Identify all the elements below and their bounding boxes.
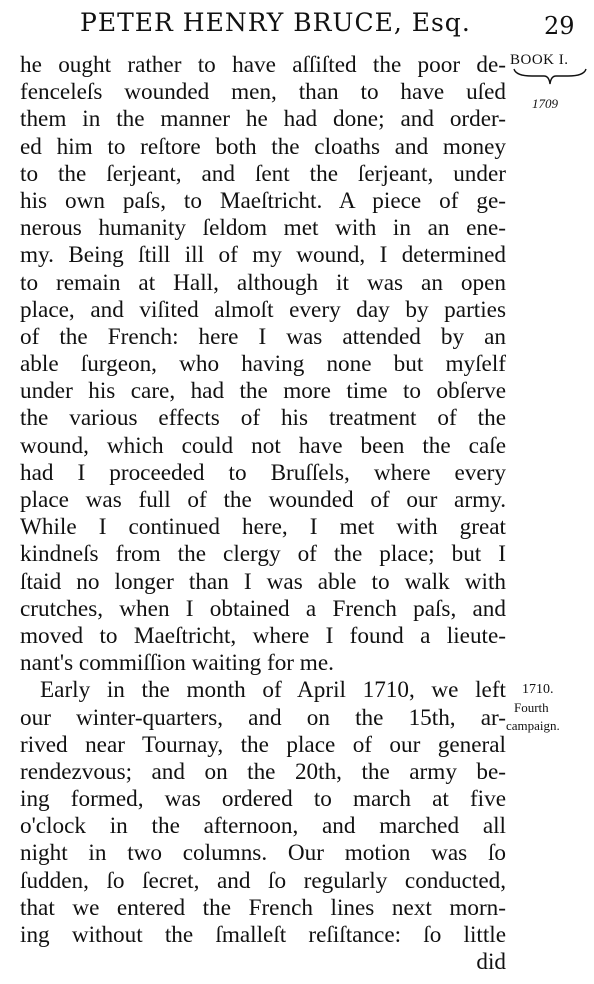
text-line: Early in the month of April 1710, we left [40,677,506,704]
text-line: While I continued here, I met with great [20,514,506,541]
catchword: did [476,949,506,976]
running-head: PETER HENRY BRUCE, Esq. [80,8,471,37]
page-number: 29 [544,12,575,40]
margin-year-1709: 1709 [532,96,558,111]
text-line: under his care, had the more time to obſerve [20,378,506,405]
text-line: had I proceeded to Bruſſels, where every [20,459,506,486]
text-line: ing formed, was ordered to march at five [20,786,506,813]
brace-icon [512,66,588,88]
text-line: wound, which could not have been the caſe [20,432,506,459]
body-text [20,52,506,976]
text-line: ſtaid no longer than I was able to walk with [20,568,506,595]
text-line: that we entered the French lines next morn- [20,894,506,921]
text-line: my. Being ſtill ill of my wound, I determined [20,242,506,269]
text-line: kindneſs from the clergy of the place; but I [20,541,506,568]
text-line: o'clock in the afternoon, and marched all [20,813,506,840]
text-line: rendezvous; and on the 20th, the army be- [20,758,506,785]
text-line: his own paſs, to Maeſtricht. A piece of ge- [20,187,506,214]
text-line: to the ſerjeant, and ſent the ſerjeant, under [20,160,506,187]
text-line: able ſurgeon, who having none but myſelf [20,351,506,378]
text-line: night in two columns. Our motion was ſo [20,840,506,867]
margin-fourth: Fourth [514,700,549,715]
text-line: ing without the ſmalleſt reſiſtance: ſo little [20,922,506,948]
text-line: fenceleſs wounded men, than to have uſed [20,79,506,106]
text-line: place, and viſited almoſt every day by parties [20,296,506,323]
text-line: moved to Maeſtricht, where I found a lieute- [20,622,506,649]
text-line: our winter-quarters, and on the 15th, ar- [20,704,506,731]
margin-campaign: campaign. [506,718,560,733]
text-line: ed him to reſtore both the cloaths and money [20,133,506,160]
text-line: crutches, when I obtained a French paſs, and [20,595,506,622]
margin-book-label: BOOK I. [510,52,569,68]
text-line: to remain at Hall, although it was an open [20,269,506,296]
text-line: place was full of the wounded of our army. [20,487,506,513]
text-line: of the French: here I was attended by an [20,323,506,350]
text-line: nerous humanity ſeldom met with in an ene- [20,215,506,242]
text-line: nant's commiſſion waiting for me. [20,650,334,677]
text-line: the various effects of his treatment of the [20,405,506,432]
margin-year-1710: 1710. [522,682,554,697]
text-line: ſudden, ſo ſecret, and ſo regularly conducted, [20,867,506,894]
text-line: he ought rather to have aſſiſted the poor de- [20,52,506,78]
text-line: rived near Tournay, the place of our general [20,731,506,758]
text-line: them in the manner he had done; and order- [20,106,506,133]
